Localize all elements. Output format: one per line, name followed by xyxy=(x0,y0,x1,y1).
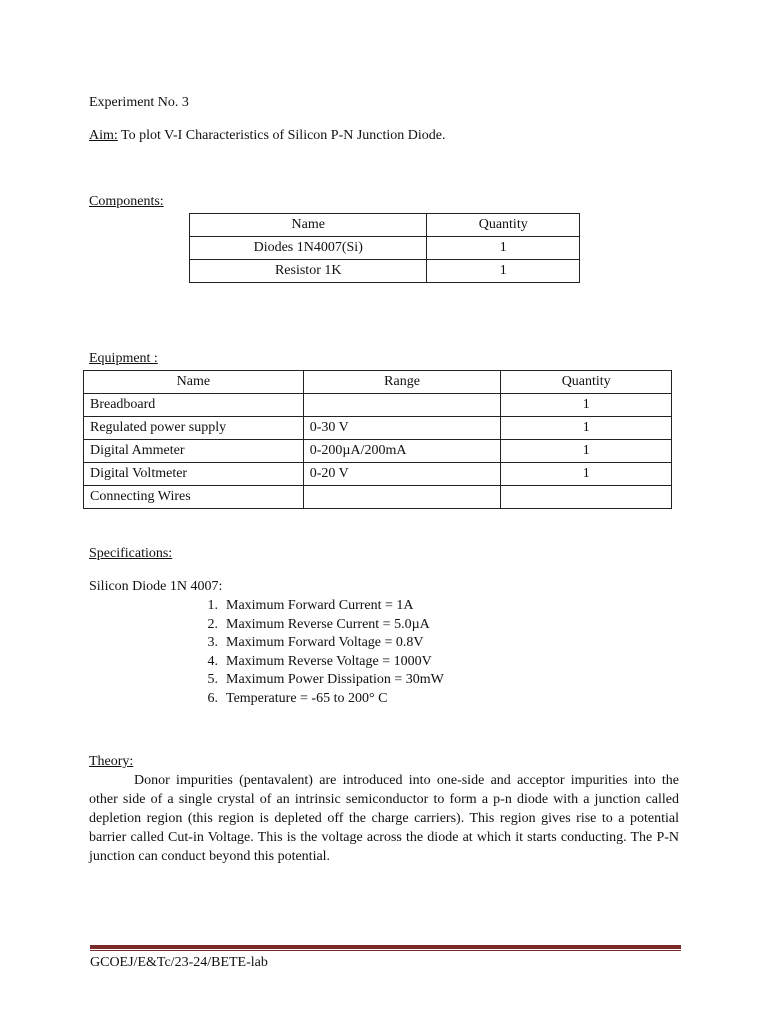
equipment-quantity xyxy=(501,486,672,509)
list-item-text: Maximum Reverse Voltage = 1000V xyxy=(226,653,432,669)
list-item-number: 5. xyxy=(207,672,218,688)
specifications-heading: Specifications: xyxy=(89,546,173,561)
component-name: Diodes 1N4007(Si) xyxy=(190,237,427,260)
specifications-device: Silicon Diode 1N 4007: xyxy=(89,579,223,594)
component-quantity: 1 xyxy=(427,237,580,260)
list-item-text: Maximum Reverse Current = 5.0µA xyxy=(226,616,430,632)
equipment-name: Breadboard xyxy=(84,394,304,417)
aim-text: To plot V-I Characteristics of Silicon P-N Junction Diode. xyxy=(117,128,446,143)
component-quantity: 1 xyxy=(427,260,580,283)
list-item-number: 2. xyxy=(207,616,218,632)
equipment-range xyxy=(303,394,501,417)
components-heading: Components: xyxy=(89,194,164,209)
equipment-header-name: Name xyxy=(84,371,304,394)
equipment-quantity: 1 xyxy=(501,440,672,463)
equipment-quantity: 1 xyxy=(501,394,672,417)
experiment-title: Experiment No. 3 xyxy=(89,95,189,110)
equipment-header-range: Range xyxy=(303,371,501,394)
list-item xyxy=(194,616,444,635)
footer-rule xyxy=(90,945,681,949)
equipment-name: Digital Ammeter xyxy=(84,440,304,463)
list-item xyxy=(194,653,444,672)
list-item-number: 6. xyxy=(207,690,218,706)
list-item-text: Maximum Forward Current = 1A xyxy=(226,598,414,613)
equipment-range xyxy=(303,486,501,509)
equipment-name: Regulated power supply xyxy=(84,417,304,440)
footer-rule-thin xyxy=(90,950,681,951)
list-item-number: 4. xyxy=(207,653,218,669)
components-header-name: Name xyxy=(190,214,427,237)
table-row xyxy=(84,486,672,509)
equipment-quantity: 1 xyxy=(501,463,672,486)
list-item-text: Temperature = -65 to 200° C xyxy=(226,690,388,706)
equipment-range: 0-200µA/200mA xyxy=(303,440,501,463)
equipment-name: Connecting Wires xyxy=(84,486,304,509)
theory-heading: Theory: xyxy=(89,754,134,769)
theory-body xyxy=(89,771,679,866)
components-header-row xyxy=(190,214,580,237)
theory-paragraph: Donor impurities (pentavalent) are introduced into one-side and acceptor impurities into the other side of a single crystal of an intrinsic semiconductor to form a p-n diode with a junction called depletion region (this region is depleted off the charge carriers). This region gives rise to a potential barrier called Cut-in Voltage. This is the voltage across the diode at which it starts conducting. The P-N junction can conduct beyond this potential. xyxy=(89,773,679,864)
component-name: Resistor 1K xyxy=(190,260,427,283)
list-item-text: Maximum Forward Voltage = 0.8V xyxy=(226,635,424,651)
list-item xyxy=(194,634,444,653)
equipment-table xyxy=(83,370,672,509)
equipment-range: 0-30 V xyxy=(303,417,501,440)
components-header-quantity: Quantity xyxy=(427,214,580,237)
specifications-list xyxy=(194,597,444,709)
list-item-number: 3. xyxy=(207,635,218,651)
aim-line xyxy=(89,127,446,145)
equipment-quantity: 1 xyxy=(501,417,672,440)
equipment-header-quantity: Quantity xyxy=(501,371,672,394)
table-row xyxy=(84,440,672,463)
list-item xyxy=(194,671,444,690)
equipment-header-row xyxy=(84,371,672,394)
table-row xyxy=(190,237,580,260)
equipment-range: 0-20 V xyxy=(303,463,501,486)
equipment-heading: Equipment : xyxy=(89,351,158,366)
footer-text: GCOEJ/E&Tc/23-24/BETE-lab xyxy=(90,955,268,970)
list-item xyxy=(194,690,444,709)
aim-label: Aim: xyxy=(89,128,118,143)
list-item-text: Maximum Power Dissipation = 30mW xyxy=(226,672,444,688)
table-row xyxy=(84,417,672,440)
list-item-number: 1. xyxy=(207,598,218,613)
components-table xyxy=(189,213,580,283)
table-row xyxy=(190,260,580,283)
equipment-name: Digital Voltmeter xyxy=(84,463,304,486)
table-row xyxy=(84,463,672,486)
table-row xyxy=(84,394,672,417)
list-item xyxy=(194,597,444,616)
